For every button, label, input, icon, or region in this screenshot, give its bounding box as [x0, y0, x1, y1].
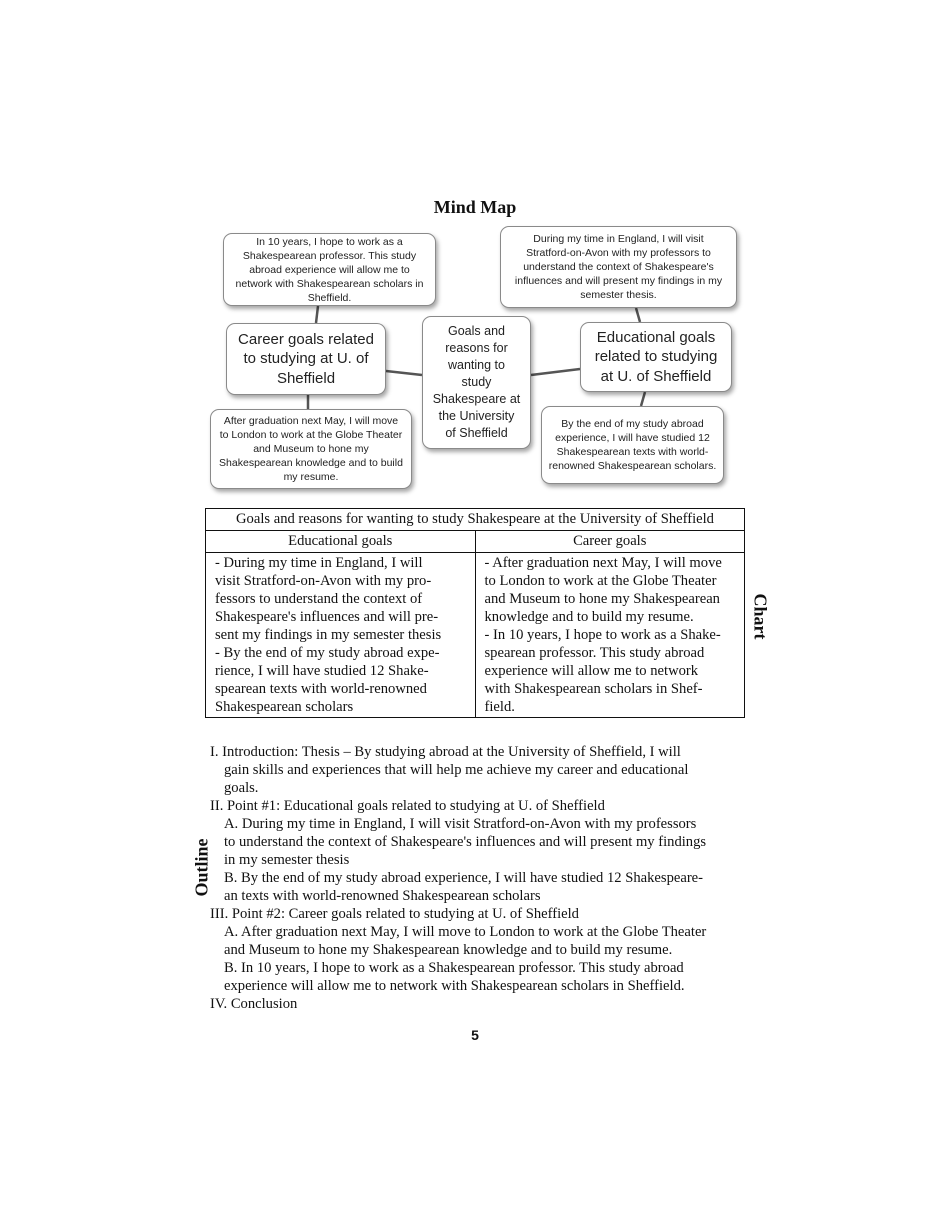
- col-header-educational: Educational goals: [206, 531, 476, 553]
- outline-line: to understand the context of Shakespeare's influences and will present my findings: [224, 834, 707, 850]
- outline-line: experience will allow me to network with Shakespearean scholars in Sheffield.: [224, 978, 685, 994]
- node-text: Educational goals related to studying at U. of Sheffield: [594, 328, 718, 385]
- mind-map-title: Mind Map: [433, 197, 517, 217]
- career-goal-london-node: [210, 409, 412, 489]
- educational-goal-stratford-node: [500, 226, 737, 308]
- connector-career-top: [316, 306, 318, 323]
- outline-line: an texts with world-renowned Shakespearean scholars: [224, 888, 541, 904]
- chart-body-row: [206, 553, 745, 718]
- educational-goal-texts-node: [541, 406, 724, 484]
- outline-line: IV. Conclusion: [210, 996, 298, 1012]
- outline-line: II. Point #1: Educational goals related to studying at U. of Sheffield: [210, 798, 605, 814]
- chart-title-row: [206, 509, 745, 531]
- outline-side-label: Outline: [191, 838, 212, 897]
- outline-line: gain skills and experiences that will help me achieve my career and educational: [224, 762, 689, 778]
- outline-line: I. Introduction: Thesis – By studying abroad at the University of Sheffield, I will: [210, 744, 681, 760]
- central-topic-node: [422, 316, 531, 449]
- outline-line: B. By the end of my study abroad experience, I will have studied 12 Shakespeare-: [224, 870, 704, 886]
- career-goals-cell: - After graduation next May, I will move to London to work at the Globe Theater and Museum to hone my Shakespearean knowledge and to build my resume. - In 10 years, I hope to work as a Shake- spearean professor. This study abroad experience will allow me to network with Shakespearean scholars in Shef- field.: [475, 553, 745, 718]
- outline-line: A. During my time in England, I will visit Stratford-on-Avon with my professors: [224, 816, 697, 832]
- page-number: 5: [471, 1027, 479, 1043]
- outline-line: in my semester thesis: [224, 852, 350, 868]
- connector-center-career: [386, 371, 422, 375]
- col-header-career: Career goals: [475, 531, 745, 553]
- chart-header-row: [206, 531, 745, 553]
- node-text: During my time in England, I will visit Stratford-on-Avon with my professors to understand the context of Shakespeare's influences and will present my findings in my semester thesis.: [514, 233, 723, 301]
- outline-line: goals.: [224, 780, 259, 796]
- outline-line: B. In 10 years, I hope to work as a Shakespearean professor. This study abroad: [224, 960, 684, 976]
- educational-goals-node: [580, 322, 732, 392]
- node-text: Goals and reasons for wanting to study Shakespeare at the University of Sheffield: [432, 324, 521, 440]
- connector-center-educational: [531, 369, 580, 375]
- connector-educational-bottom: [641, 392, 645, 406]
- outline-line: A. After graduation next May, I will move to London to work at the Globe Theater: [224, 924, 707, 940]
- goals-chart-table: [205, 508, 745, 718]
- essay-outline: [210, 743, 770, 1013]
- outline-line: III. Point #2: Career goals related to studying at U. of Sheffield: [210, 906, 579, 922]
- chart-side-label: Chart: [750, 593, 771, 640]
- node-text: Career goals related to studying at U. of Sheffield: [238, 330, 374, 387]
- career-goal-long-term-node: [223, 233, 436, 306]
- node-text: After graduation next May, I will move to London to work at the Globe Theater and Museum to hone my Shakespearean knowledge and to build my resume.: [219, 415, 403, 483]
- node-text: In 10 years, I hope to work as a Shakespearean professor. This study abroad experience will allow me to network with Shakespearean scholars in Sheffield.: [235, 235, 424, 304]
- educational-goals-cell: - During my time in England, I will visit Stratford-on-Avon with my pro- fessors to understand the context of Shakespeare's influences and will pre- sent my findings in my semester thesis - By the end of my study abroad expe- rience, I will have studied 12 Shake- spearean texts with world-renowned Shakespearean scholars: [206, 553, 476, 718]
- chart-title: Goals and reasons for wanting to study Shakespeare at the University of Sheffield: [206, 509, 745, 531]
- career-goals-node: [226, 323, 386, 395]
- outline-line: and Museum to hone my Shakespearean knowledge and to build my resume.: [224, 942, 673, 958]
- node-text: By the end of my study abroad experience, I will have studied 12 Shakespearean texts with world- renowned Shakespearean scholars.: [548, 418, 717, 472]
- connector-educational-top: [636, 308, 640, 322]
